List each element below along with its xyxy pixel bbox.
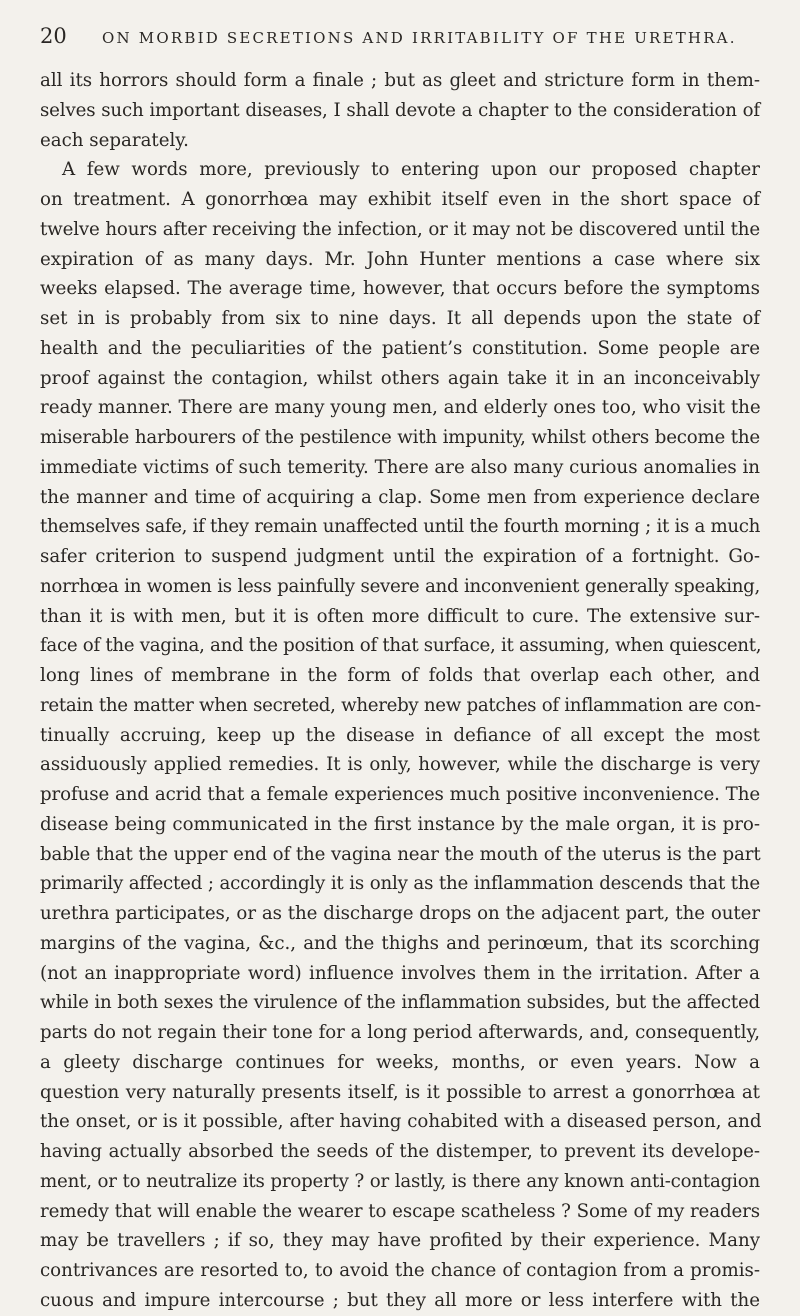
text-line: margins of the vagina, &c., and the thighs and perinœum, that its scorching [40, 932, 760, 954]
text-line: question very naturally presents itself, is it possible to arrest a gonorrhœa at [40, 1081, 760, 1103]
page-header [40, 24, 760, 54]
text-line: having actually absorbed the seeds of the distemper, to prevent its develope- [40, 1141, 760, 1162]
text-line: ready manner. There are many young men, and elderly ones too, who visit the [40, 397, 761, 419]
text-line: proof against the contagion, whilst others again take it in an inconceivably [40, 367, 760, 389]
text-line: assiduously applied remedies. It is only, however, while the discharge is very [40, 754, 760, 776]
text-line: A few words more, previously to entering upon our proposed chapter [62, 159, 760, 181]
text-line: ment, or to neutralize its property ? or lastly, is there any known anti-contagion [40, 1170, 760, 1192]
text-line: safer criterion to suspend judgment until the expiration of a fortnight. Go- [40, 546, 760, 567]
text-line: cuous and impure intercourse ; but they all more or less interfere with the [40, 1289, 760, 1311]
text-line: long lines of membrane in the form of folds that overlap each other, and [40, 665, 760, 686]
text-line: primarily affected ; accordingly it is only as the inflammation descends that the [40, 873, 760, 895]
text-line: while in both sexes the virulence of the inflammation subsides, but the affected [40, 992, 760, 1014]
text-line: the onset, or is it possible, after having cohabited with a diseased person, and [40, 1111, 762, 1133]
text-line: norrhœa in women is less painfully severe and inconvenient generally speaking, [40, 575, 760, 597]
text-line: tinually accruing, keep up the disease in defiance of all except the most [40, 724, 760, 746]
text-line: twelve hours after receiving the infection, or it may not be discovered until the [40, 218, 760, 240]
text-line: miserable harbourers of the pestilence with impunity, whilst others become the [40, 427, 760, 448]
text-line: a gleety discharge continues for weeks, months, or even years. Now a [40, 1051, 760, 1073]
text-line: may be travellers ; if so, they may have profited by their experience. Many [40, 1230, 760, 1252]
text-line: face of the vagina, and the position of that surface, it assuming, when quiescent, [40, 635, 762, 657]
text-line: selves such important diseases, I shall devote a chapter to the consideration of [40, 99, 760, 121]
text-line: retain the matter when secreted, whereby new patches of inflammation are con- [40, 694, 761, 716]
text-line: remedy that will enable the wearer to escape scatheless ? Some of my readers [40, 1200, 760, 1222]
text-line: than it is with men, but it is often more difficult to cure. The extensive sur- [40, 605, 760, 627]
text-line: health and the peculiarities of the patient’s constitution. Some people are [40, 337, 760, 359]
text-line: contrivances are resorted to, to avoid the chance of contagion from a promis- [40, 1260, 760, 1281]
body-text [40, 66, 760, 1316]
text-line: bable that the upper end of the vagina near the mouth of the uterus is the part [40, 843, 761, 865]
running-head: ON MORBID SECRETIONS AND IRRITABILITY OF THE URETHRA. [102, 29, 737, 47]
text-line: immediate victims of such temerity. There are also many curious anomalies in [40, 456, 760, 478]
text-line: profuse and acrid that a female experiences much positive inconvenience. The [40, 784, 760, 805]
text-line: disease being communicated in the first instance by the male organ, it is pro- [40, 813, 760, 835]
text-line: set in is probably from six to nine days. It all depends upon the state of [40, 308, 760, 329]
text-line: (not an inappropriate word) influence involves them in the irritation. After a [40, 962, 760, 984]
text-line: each separately. [40, 129, 189, 151]
text-line: themselves safe, if they remain unaffected until the fourth morning ; it is a much [40, 516, 760, 538]
text-line: parts do not regain their tone for a long period afterwards, and, consequently, [40, 1022, 760, 1043]
text-line: expiration of as many days. Mr. John Hunter mentions a case where six [40, 248, 760, 270]
text-line: on treatment. A gonorrhœa may exhibit itself even in the short space of [40, 189, 760, 210]
page-number: 20 [40, 24, 67, 48]
text-line: the manner and time of acquiring a clap. Some men from experience declare [40, 486, 760, 508]
text-line: all its horrors should form a finale ; but as gleet and stricture form in them- [40, 70, 760, 91]
text-line: urethra participates, or as the discharge drops on the adjacent part, the outer [40, 903, 760, 924]
text-line: weeks elapsed. The average time, however, that occurs before the symptoms [40, 278, 760, 300]
